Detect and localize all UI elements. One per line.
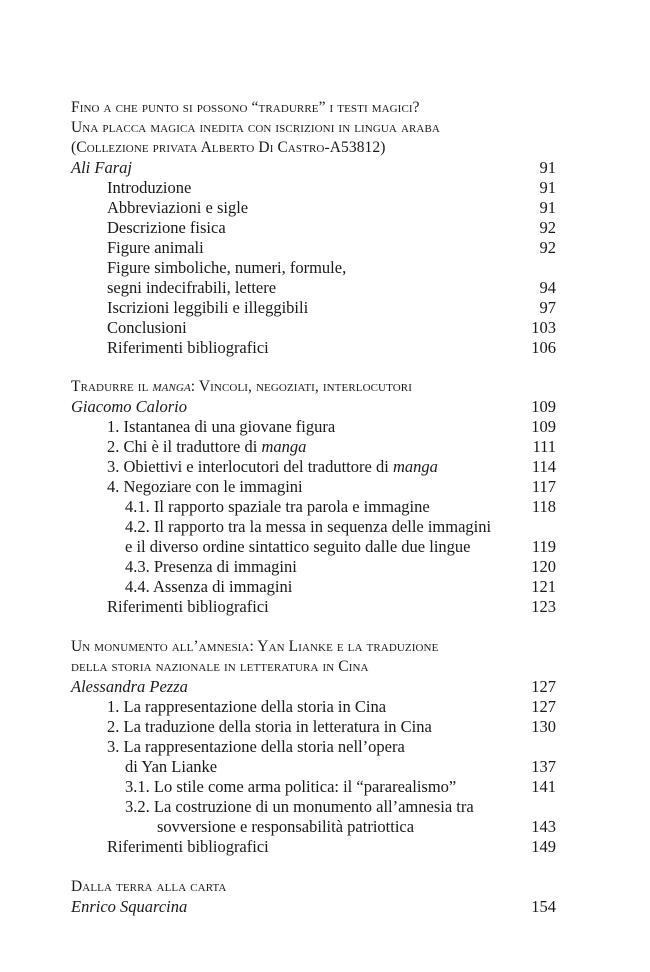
page-number: 141 <box>531 777 556 796</box>
author-row <box>0 897 650 917</box>
entry-text: 1. Istantanea di una giovane figura <box>107 417 336 436</box>
entry-text: 3. La rappresentazione della storia nell’opera <box>107 737 405 756</box>
entry-text: 4. Negoziare con le immagini <box>107 477 303 496</box>
author-name: Ali Faraj <box>71 158 132 177</box>
entry-text: 3.1. Lo stile come arma politica: il “pararealismo” <box>125 777 457 796</box>
section-title-text <box>71 377 412 397</box>
entry-text: segni indecifrabili, lettere <box>107 278 277 297</box>
entry-emphasis: manga <box>261 437 307 456</box>
toc-entry <box>0 437 650 457</box>
page-number: 97 <box>539 298 556 317</box>
page-number: 143 <box>531 817 556 836</box>
entry-text: e il diverso ordine sintattico seguito dalle due lingue <box>125 537 471 556</box>
entry-text-part: 3. Obiettivi e interlocutori del traduttore di <box>107 457 393 476</box>
page-number: 127 <box>531 697 556 716</box>
toc-entry <box>0 737 650 757</box>
entry-text: 3.2. La costruzione di un monumento all’amnesia tra <box>125 797 474 816</box>
toc-entry <box>0 537 650 557</box>
entry-text: 2. La traduzione della storia in letteratura in Cina <box>107 717 432 736</box>
entry-text: Abbreviazioni e sigle <box>107 198 249 217</box>
section-title-line <box>0 877 650 897</box>
page-number: 118 <box>531 497 556 516</box>
section-title-text: (Collezione privata Alberto Di Castro-A53812) <box>71 139 386 156</box>
entry-text: 1. La rappresentazione della storia in Cina <box>107 697 387 716</box>
entry-text: Riferimenti bibliografici <box>107 597 269 616</box>
page-number: 121 <box>531 577 556 596</box>
toc-entry <box>0 577 650 597</box>
page-number: 94 <box>539 278 556 297</box>
page-number: 91 <box>539 178 556 197</box>
section-title-text: Una placca magica inedita con iscrizioni in lingua araba <box>71 119 440 136</box>
page-number: 117 <box>531 477 556 496</box>
toc-entry <box>0 338 650 358</box>
toc-entry <box>0 837 650 857</box>
toc-entry <box>0 258 650 278</box>
toc-entry <box>0 517 650 537</box>
toc-entry <box>0 218 650 238</box>
page-number: 119 <box>531 537 556 556</box>
toc-entry <box>0 757 650 777</box>
toc-entry <box>0 278 650 298</box>
entry-text: Riferimenti bibliografici <box>107 837 269 856</box>
section-title-text: Un monumento all’amnesia: Yan Lianke e la traduzione <box>71 638 439 655</box>
toc-entry <box>0 597 650 617</box>
section-title-line <box>0 98 650 118</box>
toc-entry <box>0 457 650 477</box>
author-row <box>0 158 650 178</box>
toc-entry <box>0 477 650 497</box>
page-number: 92 <box>539 218 556 237</box>
entry-text: di Yan Lianke <box>125 757 218 776</box>
toc-entry <box>0 777 650 797</box>
toc-entry <box>0 817 650 837</box>
entry-text: Figure simboliche, numeri, formule, <box>107 258 347 277</box>
page-number: 111 <box>532 437 556 456</box>
entry-text: sovversione e responsabilità patriottica <box>157 817 415 836</box>
section-title-text: della storia nazionale in letteratura in Cina <box>71 658 369 675</box>
page-number: 109 <box>531 417 556 436</box>
section-title-line <box>0 118 650 138</box>
section-title-text: Fino a che punto si possono “tradurre” i testi magici? <box>71 99 420 116</box>
entry-text: 4.1. Il rapporto spaziale tra parola e immagine <box>125 497 430 516</box>
title-emphasis: manga <box>152 378 191 395</box>
section-title-line <box>0 138 650 158</box>
page-number: 92 <box>539 238 556 257</box>
entry-text: 4.3. Presenza di immagini <box>125 557 297 576</box>
page-number: 130 <box>531 717 556 736</box>
entry-text: Conclusioni <box>107 318 187 337</box>
toc-entry <box>0 178 650 198</box>
toc-entry <box>0 417 650 437</box>
toc-entry <box>0 697 650 717</box>
toc-entry <box>0 198 650 218</box>
entry-text: Riferimenti bibliografici <box>107 338 269 357</box>
toc-entry <box>0 238 650 258</box>
entry-text: 4.4. Assenza di immagini <box>125 577 293 596</box>
entry-text <box>107 437 306 457</box>
author-name: Alessandra Pezza <box>71 677 188 696</box>
section-title-line <box>0 377 650 397</box>
author-name: Enrico Squarcina <box>71 897 188 916</box>
section-title-line <box>0 657 650 677</box>
toc-entry <box>0 717 650 737</box>
section-title-text: Dalla terra alla carta <box>71 878 227 895</box>
page-number: 114 <box>531 457 556 476</box>
page-number: 149 <box>531 837 556 856</box>
toc-entry <box>0 318 650 338</box>
entry-text: Introduzione <box>107 178 192 197</box>
section-title-line <box>0 637 650 657</box>
page-number: 91 <box>539 158 556 177</box>
page-number: 120 <box>531 557 556 576</box>
page-number: 137 <box>531 757 556 776</box>
entry-text <box>107 457 438 477</box>
author-name: Giacomo Calorio <box>71 397 187 416</box>
page-number: 154 <box>531 897 556 916</box>
title-part: Tradurre il <box>71 378 153 395</box>
toc-entry <box>0 497 650 517</box>
page-number: 91 <box>539 198 556 217</box>
toc-entry <box>0 557 650 577</box>
toc-entry <box>0 797 650 817</box>
page-number: 127 <box>531 677 556 696</box>
entry-text: Descrizione fisica <box>107 218 226 237</box>
author-row <box>0 677 650 697</box>
entry-text: Figure animali <box>107 238 204 257</box>
entry-text: 4.2. Il rapporto tra la messa in sequenza delle immagini <box>125 517 492 536</box>
page-number: 103 <box>531 318 556 337</box>
page-number: 106 <box>531 338 556 357</box>
toc-entry <box>0 298 650 318</box>
entry-text: Iscrizioni leggibili e illeggibili <box>107 298 309 317</box>
title-part: : Vincoli, negoziati, interlocutori <box>190 378 412 395</box>
page-number: 109 <box>531 397 556 416</box>
entry-text-part: 2. Chi è il traduttore di <box>107 437 262 456</box>
page-number: 123 <box>531 597 556 616</box>
author-row <box>0 397 650 417</box>
entry-emphasis: manga <box>392 457 438 476</box>
